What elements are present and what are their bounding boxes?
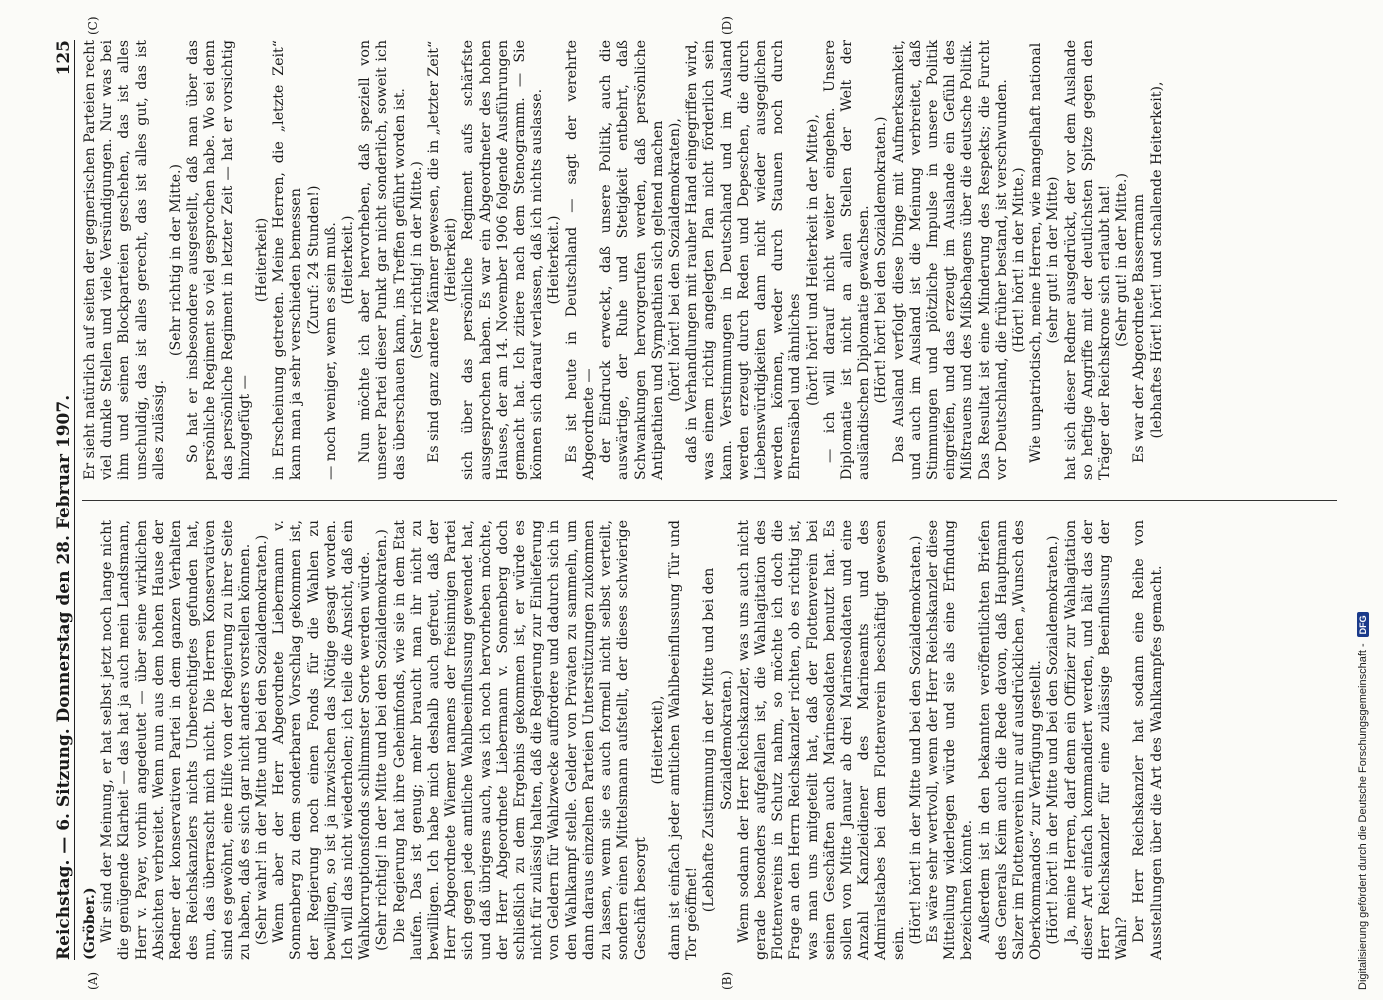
margin-marker-c: (C): [86, 16, 100, 35]
right-column-paragraph: daß in Verhandlungen mit rauher Hand eingegriffen wird, was einem richtig angelegten Plan nicht förderlich sein kann. Verstimmungen in Deutschland und im Ausland werden erzeugt durch Reden und Depeschen, die durch Liebenswürdigkeiten dann nicht wieder ausgeglichen werden können, weder durch Staunen noch durch Ehrensäbel und ähnliches: [684, 40, 804, 480]
left-column-paragraph: (Gröber.): [82, 887, 98, 960]
right-column-paragraph: (Heiterkeit): [254, 217, 271, 303]
right-column-paragraph: (Sehr gut! in der Mitte.): [1114, 172, 1131, 348]
left-column-paragraph: dann ist einfach jeder amtlichen Wahlbeeinflussung Tür und Tor geöffnet!: [666, 520, 701, 960]
right-column-paragraph: hat sich dieser Redner ausgedrückt, der vor dem Auslande so heftige Angriffe mit der deutlichsten Spitze gegen den Träger der Reichskrone sich erlaubt hat!: [1062, 40, 1113, 480]
right-column-paragraph: (Heiterkeit): [443, 217, 460, 303]
page-number: 125: [54, 40, 74, 76]
left-column: [82, 520, 1166, 960]
right-column-paragraph: sich über das persönliche Regiment aufs schärfste ausgesprochen haben. Es war ein Abgeordneter des hohen Hauses, der am 14. November 1906 folgende Ausführungen gemacht hat. Ich zitiere nach dem Stenogramm. — Sie können sich darauf verlassen, daß ich nichts auslasse.: [460, 40, 546, 480]
margin-marker-d: (D): [720, 16, 734, 35]
right-column-paragraph: (Hört! hört! in der Mitte.): [1010, 167, 1027, 353]
digitization-note: [1355, 0, 1371, 990]
left-column-paragraph: Die Regierung hat ihre Geheimfonds, wie sie in dem Etat laufen. Das ist genug; mehr braucht man ihr nicht zu bewilligen. Ich habe mich deshalb auch gefreut, daß der Herr Abgeordnete Wiemer namens der freisinnigen Partei sich gegen jede amtliche Wahlbeeinflussung gewendet hat, und daß übrigens auch, was ich noch hervorheben möchte, der Herr Abgeordnete Liebermann v. Sonnenberg doch schließlich zu dem Ergebnis gekommen ist, er würde es nicht für zulässig halten, daß die Regierung zur Einlieferung von Geldern für Wahlzwecke auffordere und dadurch sich in den Wahlkampf stelle. Gelder von Privaten zu sammeln, um dann daraus einzelnen Parteien Unterstützungen zukommen zu lassen, wenn sie es auch formell nicht selbst verteilt, sondern einen Mittelsmann aufstellt, der dieses schwierige Geschäft besorgt: [391, 520, 649, 960]
right-column-paragraph: (Hört! hört! bei den Sozialdemokraten.): [873, 116, 890, 404]
left-column-paragraph: Wir sind der Meinung, er hat selbst jetzt noch lange nicht die genügende Klarheit — das hat ja auch mein Landsmann, Herr v. Payer, vorhin angedeutet — über seine wirklichen Absichten verbreitet. Wenn nun aus dem hohen Hause der Redner der konservativen Partei in dem ganzen Verhalten des Reichskanzlers nichts Unberechtigtes gefunden hat, nun, das überrascht mich nicht. Die Herren Konservativen sind es gewöhnt, eine Hilfe von der Regierung zu ihrer Seite zu haben, daß es sich gar nicht anders vorstellen können.: [99, 520, 253, 960]
column-divider: [82, 500, 1337, 501]
dfg-logo: DFG: [1357, 612, 1369, 637]
right-column-paragraph: Das Ausland verfolgt diese Dinge mit Aufmerksamkeit, und auch im Ausland ist die Meinung verbreitet, daß Stimmungen und plötzliche Impulse in unsere Politik eingreifen, und das erzeugt im Auslande ein Gefühl des Mißtrauens und des Mißbehagens über die deutsche Politik. Das Resultat ist eine Minderung des Respekts; die Furcht vor Deutschland, die früher bestand, ist verschwunden.: [890, 40, 1010, 480]
right-column-paragraph: (Sehr richtig! in der Mitte.): [408, 161, 425, 359]
left-column-paragraph: (Hört! hört! in der Mitte und bei den Sozialdemokraten.): [907, 535, 924, 945]
right-column-paragraph: Es ist heute in Deutschland — sagt der verehrte Abgeordnete —: [563, 40, 597, 480]
right-column-paragraph: (Heiterkeit.): [340, 215, 357, 305]
right-column-paragraph: — noch weniger, wenn es sein muß.: [322, 222, 339, 480]
right-column-paragraph: — ich will darauf nicht weiter eingehen. Unsere Diplomatie ist nicht an allen Stellen der Welt der ausländischen Diplomatie gewachsen.: [821, 40, 873, 480]
page-header: [40, 40, 75, 960]
left-column-paragraph: (Sehr richtig! in der Mitte und bei den Sozialdemokraten.): [374, 529, 391, 951]
right-column-paragraph: der Eindruck erweckt, daß unsere Politik, auch die auswärtige, der Ruhe und Stetigkeit entbehrt, daß Schwankungen hervorgerufen werden, daß persönliche Antipathien und Sympathien sich geltend machen: [598, 40, 666, 480]
right-column-paragraph: Nun möchte ich aber hervorheben, daß speziell von unserer Partei dieser Punkt gar nicht sonderlich, soweit ich das überschauen kann, ins Treffen geführt worden ist.: [357, 40, 408, 480]
right-column-paragraph: So hat er insbesondere ausgestellt, daß man über das persönliche Regiment so viel gesprochen habe. Wo sei denn das persönliche Regiment in letzter Zeit — hat er vorsichtig hinzugefügt —: [185, 40, 253, 480]
left-column-paragraph: Außerdem ist in den bekannten veröffentlichten Briefen des Generals Keim auch die Rede davon, daß Hauptmann Salzer im Flottenverein nur auf ausdrücklichen „Wunsch des Oberkommandos“ zur Verfügung gestellt.: [976, 520, 1045, 960]
right-column-paragraph: Er sieht natürlich auf seiten der gegnerischen Parteien recht viel dunkle Stellen und viele Versündigungen. Nur was bei ihm und seinen Blockparteien geschehen, das ist alles unschuldig, das ist alles gerecht, das ist alles gut, das ist alles zulässig.: [82, 40, 167, 480]
margin-marker-b: (B): [720, 971, 734, 990]
right-column-paragraph: Es war der Abgeordnete Bassermann: [1131, 193, 1148, 463]
running-head: Reichstag. — 6. Sitzung. Donnerstag den 28. Februar 1907.: [54, 394, 74, 960]
left-column-paragraph: Der Herr Reichskanzler hat sodann eine Reihe von Ausstellungen über die Art des Wahlkampfes gemacht.: [1131, 520, 1165, 960]
left-column-paragraph: Ja, meine Herren, darf denn ein Offizier zur Wahlagitation dieser Art einfach kommandiert werden, und hält das der Herr Reichskanzler für eine zulässige Beeinflussung der Wahl?: [1062, 520, 1131, 960]
margin-marker-a: (A): [86, 971, 100, 990]
right-column-paragraph: (lebhaftes Hört! hört! und schallende Heiterkeit),: [1148, 81, 1165, 439]
right-column-paragraph: (Heiterkeit.): [546, 215, 563, 305]
left-column-paragraph: (Hört! hört! in der Mitte und bei den Sozialdemokraten.): [1045, 535, 1062, 945]
right-column-paragraph: (hört! hört! bei den Sozialdemokraten),: [666, 118, 683, 402]
right-column-paragraph: (Sehr richtig in der Mitte.): [168, 163, 185, 357]
left-column-paragraph: (Lebhafte Zustimmung in der Mitte und bei den Sozialdemokraten.): [701, 567, 735, 913]
rotated-page-content: [40, 16, 1340, 990]
right-column-paragraph: (sehr gut! in der Mitte): [1045, 176, 1062, 344]
left-column-paragraph: Wenn sodann der Herr Reichskanzler, was uns auch nicht gerade besonders aufgefallen ist, die Wahlagitation des Flottenvereins in Schutz nahm, so möchte ich doch die Frage an den Herrn Reichskanzler richten, ob es richtig ist, was man uns mitgeteilt hat, daß der Flottenverein bei seinen Geschäften auch Marinesoldaten benutzt hat. Es sollen von Mitte Januar ab drei Marinesoldaten und eine Anzahl Kanzleidiener des Marineamts und des Admiralstabes bei dem Flottenverein beschäftigt gewesen sein.: [735, 520, 907, 960]
right-column-paragraph: Es sind ganz andere Männer gewesen, die in „letzter Zeit“: [426, 40, 443, 463]
left-column-paragraph: Es wäre sehr wertvoll, wenn der Herr Reichskanzler diese Mitteilung widerlegen würde und sie als eine Erfindung bezeichnen könnte.: [924, 520, 976, 960]
digitization-text: Digitalisierung gefördert durch die Deutsche Forschungsgemeinschaft -: [1357, 643, 1369, 990]
left-column-paragraph: Wenn aber der Herr Abgeordnete Liebermann v. Sonnenberg zu dem sonderbaren Vorschlag gekommen ist, der Regierung noch einen Fonds für die Wahlen zu bewilligen, so ist ja inzwischen das Nötige gesagt worden. Ich will das nicht wiederholen; ich teile die Ansicht, daß ein Wahlkorruptionsfonds schlimmster Sorte werden würde.: [271, 520, 374, 960]
left-column-paragraph: (Heiterkeit),: [649, 695, 666, 785]
right-column: [82, 40, 1166, 480]
right-column-paragraph: (Zuruf: 24 Stunden!): [305, 185, 322, 335]
left-column-paragraph: (Sehr wahr! in der Mitte und bei den Sozialdemokraten.): [254, 534, 271, 946]
right-column-paragraph: in Erscheinung getreten. Meine Herren, die „letzte Zeit“ kann man ja sehr verschieden bemessen: [271, 40, 305, 480]
right-column-paragraph: (hört! hört! und Heiterkeit in der Mitte),: [804, 114, 821, 406]
right-column-paragraph: Wie unpatriotisch, meine Herren, wie mangelhaft national: [1028, 42, 1045, 463]
